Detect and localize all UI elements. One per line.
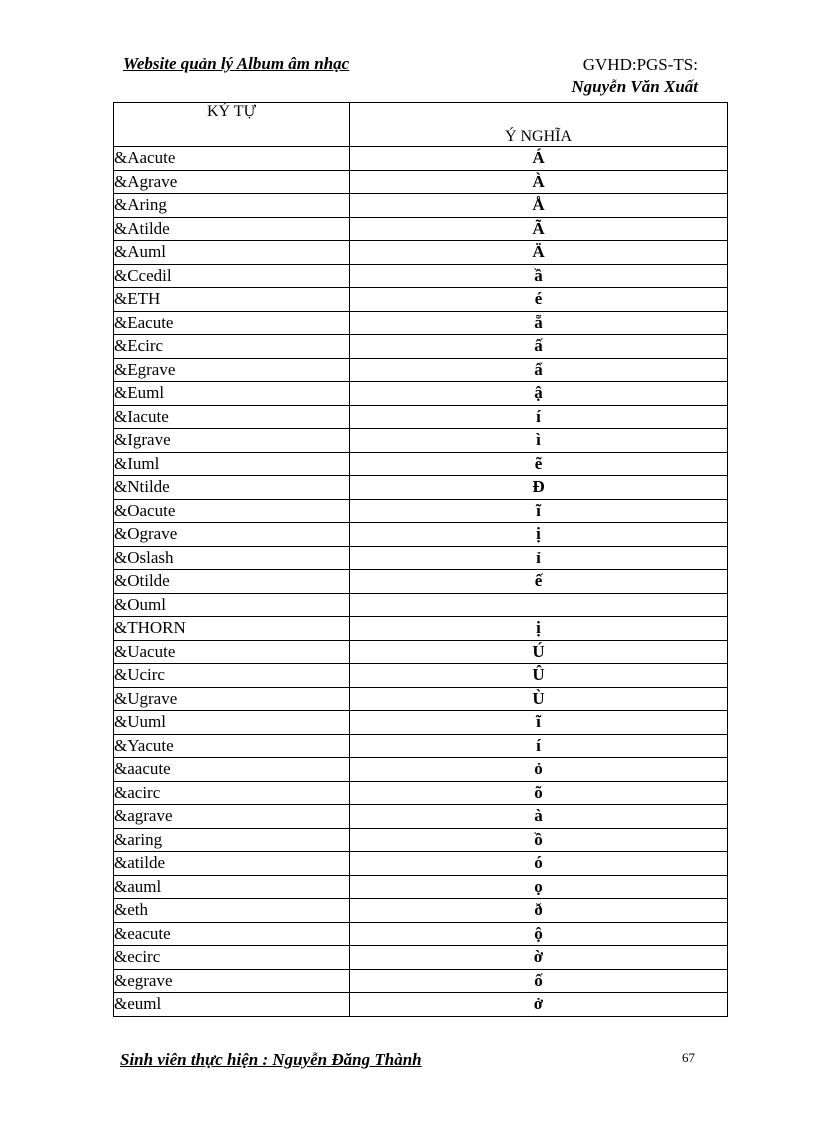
entity-meaning-cell: ĩ (350, 711, 728, 735)
entity-meaning-cell: Á (350, 147, 728, 171)
table-row (114, 875, 728, 899)
entity-meaning-cell: Ù (350, 687, 728, 711)
entity-code-cell: &Uacute (114, 640, 350, 664)
entity-code-cell: &Otilde (114, 570, 350, 594)
column-header-meaning: Ý NGHĨA (350, 103, 728, 147)
table-row (114, 335, 728, 359)
table-row (114, 546, 728, 570)
table-row (114, 687, 728, 711)
entity-code-cell: &Euml (114, 382, 350, 406)
entity-code-cell: &Iacute (114, 405, 350, 429)
entity-meaning-cell: ð (350, 899, 728, 923)
table-header-row (114, 103, 728, 147)
entity-meaning-cell: ờ (350, 946, 728, 970)
entity-code-cell: &egrave (114, 969, 350, 993)
student-credit: Sinh viên thực hiện : Nguyễn Đăng Thành (120, 1050, 422, 1069)
table-row (114, 264, 728, 288)
entity-code-cell: &Ucirc (114, 664, 350, 688)
entity-meaning-cell: Å (350, 194, 728, 218)
entity-meaning-cell: õ (350, 781, 728, 805)
table-row (114, 382, 728, 406)
entity-code-cell: &Oslash (114, 546, 350, 570)
entity-meaning-cell: ẩ (350, 358, 728, 382)
table-row (114, 969, 728, 993)
entity-meaning-cell: ấ (350, 335, 728, 359)
entity-code-cell: &THORN (114, 617, 350, 641)
entity-code-cell: &atilde (114, 852, 350, 876)
entity-meaning-cell: ó (350, 852, 728, 876)
entity-code-cell: &ecirc (114, 946, 350, 970)
table-body (114, 147, 728, 1017)
entity-code-cell: &Igrave (114, 429, 350, 453)
entity-code-cell: &Ograve (114, 523, 350, 547)
table-row (114, 899, 728, 923)
entity-code-cell: &Egrave (114, 358, 350, 382)
table-row (114, 217, 728, 241)
table-row (114, 523, 728, 547)
entity-meaning-cell: ầ (350, 264, 728, 288)
table-row (114, 170, 728, 194)
entity-code-cell: &Ugrave (114, 687, 350, 711)
entity-code-cell: &Ecirc (114, 335, 350, 359)
entity-meaning-cell: ỏ (350, 758, 728, 782)
entity-meaning-cell: ĩ (350, 499, 728, 523)
page-number: 67 (682, 1050, 695, 1065)
entity-meaning-cell: ị (350, 617, 728, 641)
entity-code-cell: &ETH (114, 288, 350, 312)
entity-code-cell: &aring (114, 828, 350, 852)
column-header-character: KÝ TỰ (114, 103, 350, 147)
table-row (114, 852, 728, 876)
table-row (114, 499, 728, 523)
entity-code-cell: &Yacute (114, 734, 350, 758)
table-row (114, 617, 728, 641)
entity-code-cell: &Uuml (114, 711, 350, 735)
entity-code-cell: &Aacute (114, 147, 350, 171)
entity-code-cell: &agrave (114, 805, 350, 829)
table-row (114, 358, 728, 382)
table-row (114, 405, 728, 429)
entity-table (113, 102, 728, 1017)
entity-meaning-cell: ị (350, 523, 728, 547)
entity-code-cell: &Agrave (114, 170, 350, 194)
entity-meaning-cell: Đ (350, 476, 728, 500)
entity-meaning-cell: ọ (350, 875, 728, 899)
entity-code-cell: &Oacute (114, 499, 350, 523)
table-row (114, 429, 728, 453)
table-row (114, 734, 728, 758)
entity-code-cell: &aacute (114, 758, 350, 782)
supervisor-label: GVHD:PGS-TS: (582, 55, 698, 74)
table-row (114, 758, 728, 782)
entity-meaning-cell: Û (350, 664, 728, 688)
entity-meaning-cell: Ä (350, 241, 728, 265)
entity-meaning-cell: ố (350, 969, 728, 993)
table-row (114, 805, 728, 829)
entity-code-cell: &acirc (114, 781, 350, 805)
entity-meaning-cell (350, 593, 728, 617)
entity-code-cell: &Eacute (114, 311, 350, 335)
table-row (114, 993, 728, 1017)
table-row (114, 288, 728, 312)
table-row (114, 922, 728, 946)
table-row (114, 147, 728, 171)
entity-meaning-cell: ậ (350, 382, 728, 406)
entity-code-cell: &euml (114, 993, 350, 1017)
entity-code-cell: &Iuml (114, 452, 350, 476)
entity-meaning-cell: Ú (350, 640, 728, 664)
entity-code-cell: &Ntilde (114, 476, 350, 500)
entity-meaning-cell: ẽ (350, 452, 728, 476)
entity-code-cell: &Atilde (114, 217, 350, 241)
table-row (114, 311, 728, 335)
entity-meaning-cell: ế (350, 570, 728, 594)
entity-meaning-cell: í (350, 405, 728, 429)
entity-meaning-cell: À (350, 170, 728, 194)
entity-code-cell: &Ouml (114, 593, 350, 617)
entity-meaning-cell: í (350, 734, 728, 758)
table-row (114, 946, 728, 970)
table-row (114, 781, 728, 805)
entity-meaning-cell: Ã (350, 217, 728, 241)
table-row (114, 711, 728, 735)
entity-code-cell: &Auml (114, 241, 350, 265)
table-row (114, 664, 728, 688)
entity-meaning-cell: ỉ (350, 546, 728, 570)
table-row (114, 476, 728, 500)
supervisor-block (571, 54, 698, 98)
entity-code-cell: &Ccedil (114, 264, 350, 288)
entity-meaning-cell: ì (350, 429, 728, 453)
table-row (114, 640, 728, 664)
entity-meaning-cell: à (350, 805, 728, 829)
table-row (114, 452, 728, 476)
supervisor-name: Nguyễn Văn Xuất (571, 77, 698, 96)
entity-meaning-cell: ộ (350, 922, 728, 946)
entity-meaning-cell: ở (350, 993, 728, 1017)
entity-code-cell: &eacute (114, 922, 350, 946)
table-row (114, 194, 728, 218)
document-title: Website quản lý Album âm nhạc (123, 54, 350, 73)
entity-code-cell: &eth (114, 899, 350, 923)
entity-code-cell: &auml (114, 875, 350, 899)
table-row (114, 828, 728, 852)
entity-meaning-cell: é (350, 288, 728, 312)
table-row (114, 570, 728, 594)
entity-meaning-cell: ẵ (350, 311, 728, 335)
entity-code-cell: &Aring (114, 194, 350, 218)
entity-meaning-cell: ồ (350, 828, 728, 852)
table-row (114, 593, 728, 617)
table-row (114, 241, 728, 265)
